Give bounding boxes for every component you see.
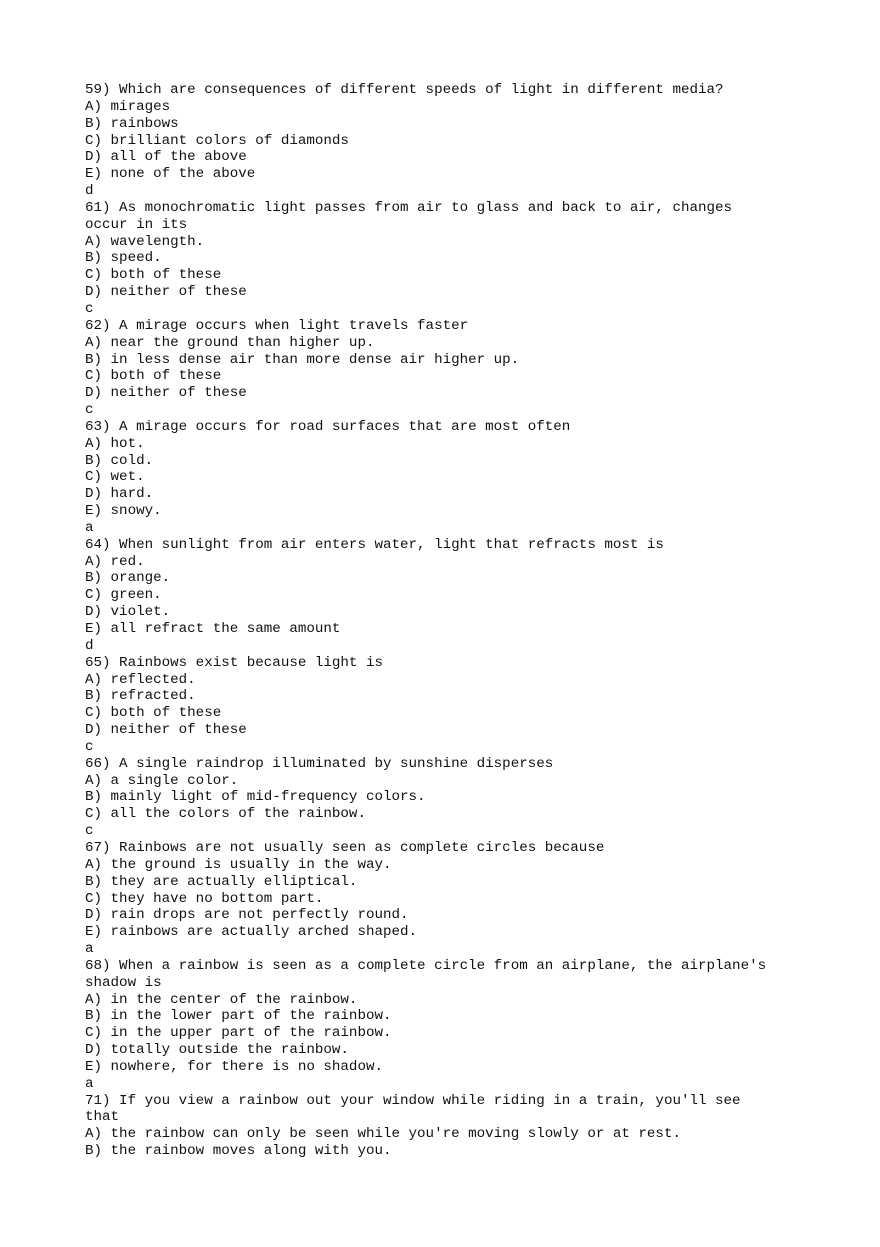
question-text: 62) A mirage occurs when light travels faster [85,317,469,334]
question-text: 66) A single raindrop illuminated by sunshine disperses [85,755,554,772]
answer-option: D) hard. [85,486,154,503]
answer-key: d [85,637,94,654]
question-text: that [85,1109,120,1126]
question-block [85,82,805,200]
answer-option: D) violet. [85,604,171,621]
answer-option: A) reflected. [85,671,196,688]
answer-option: E) rainbows are actually arched shaped. [85,924,418,941]
answer-option: E) all refract the same amount [85,621,341,637]
answer-option: A) mirages [85,98,171,115]
question-block [85,958,805,1093]
answer-option: A) near the ground than higher up. [85,334,375,351]
question-text: 63) A mirage occurs for road surfaces that are most often [85,418,571,435]
question-text: 67) Rainbows are not usually seen as complete circles because [85,839,605,856]
question-block [85,756,805,840]
answer-key: d [85,183,94,200]
answer-key: a [85,519,94,536]
answer-option: D) neither of these [85,722,247,739]
question-block [85,419,805,537]
answer-option: D) all of the above [85,149,247,166]
answer-option: C) both of these [85,267,222,284]
answer-key: c [85,738,94,755]
answer-key: a [85,941,94,958]
answer-option: B) the rainbow moves along with you. [85,1143,392,1160]
answer-option: B) cold. [85,452,154,469]
question-block [85,537,805,655]
answer-option: B) rainbows [85,115,179,132]
answer-key: c [85,402,94,419]
answer-option: B) refracted. [85,688,196,705]
answer-key: a [85,1075,94,1092]
answer-option: A) hot. [85,435,145,452]
answer-option: D) neither of these [85,284,247,301]
question-text: shadow is [85,974,162,991]
answer-option: B) orange. [85,570,171,587]
answer-option: D) neither of these [85,385,247,402]
answer-option: A) the ground is usually in the way. [85,856,392,873]
question-block [85,200,805,318]
answer-option: E) snowy. [85,503,162,520]
question-text: 65) Rainbows exist because light is [85,654,383,671]
question-text: 64) When sunlight from air enters water, light that refracts most is [85,536,664,553]
question-text: occur in its [85,216,188,233]
answer-option: A) a single color. [85,772,239,789]
answer-option: C) they have no bottom part. [85,890,324,907]
answer-option: A) the rainbow can only be seen while you're moving slowly or at rest. [85,1126,681,1143]
answer-option: C) both of these [85,705,222,722]
answer-option: E) nowhere, for there is no shadow. [85,1058,383,1075]
answer-option: A) in the center of the rainbow. [85,991,358,1008]
answer-key: c [85,300,94,317]
question-block [85,318,805,419]
answer-option: B) they are actually elliptical. [85,873,358,890]
question-block [85,1093,805,1160]
answer-option: D) totally outside the rainbow. [85,1042,349,1059]
answer-option: D) rain drops are not perfectly round. [85,907,409,924]
answer-option: A) wavelength. [85,233,205,250]
question-text: 71) If you view a rainbow out your window while riding in a train, you'll see [85,1092,741,1109]
answer-option: C) both of these [85,368,222,385]
answer-option: A) red. [85,553,145,570]
answer-option: C) wet. [85,469,145,486]
answer-option: B) in less dense air than more dense air higher up. [85,351,520,368]
question-block [85,840,805,958]
answer-option: C) brilliant colors of diamonds [85,132,349,149]
question-text: 61) As monochromatic light passes from air to glass and back to air, changes [85,199,733,216]
answer-option: C) all the colors of the rainbow. [85,806,366,823]
answer-option: B) in the lower part of the rainbow. [85,1008,392,1025]
answer-option: B) speed. [85,250,162,267]
answer-option: C) in the upper part of the rainbow. [85,1025,392,1042]
question-text: 68) When a rainbow is seen as a complete circle from an airplane, the airplane's [85,957,767,974]
answer-option: C) green. [85,587,162,604]
answer-key: c [85,823,94,840]
document-page [85,82,805,1160]
answer-option: B) mainly light of mid-frequency colors. [85,789,426,806]
answer-option: E) none of the above [85,166,256,183]
question-block [85,655,805,756]
question-text: 59) Which are consequences of different speeds of light in different media? [85,82,724,98]
